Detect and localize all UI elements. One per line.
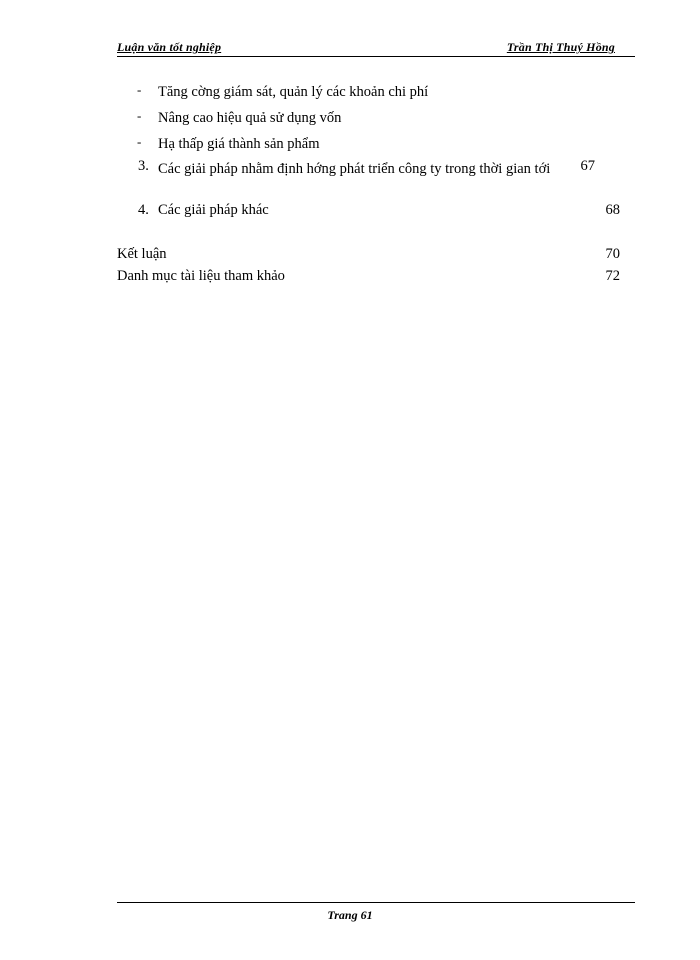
toc-item-row <box>117 158 620 202</box>
bullet-marker: - <box>137 82 142 97</box>
toc-bullet-row <box>117 110 620 130</box>
toc-bullet-row <box>117 136 620 156</box>
toc-item-text: Các giải pháp nhằm định hớng phát triển công ty trong thời gian tới <box>158 161 551 177</box>
toc-top-text: Danh mục tài liệu tham khảo <box>117 268 285 284</box>
toc-page-number: 70 <box>605 246 620 262</box>
bullet-marker: - <box>137 134 142 149</box>
header-author-name: Trần Thị Thuý Hồng <box>506 40 615 54</box>
toc-top-row <box>117 268 620 288</box>
toc-bullet-row <box>117 84 620 104</box>
toc-item-number: 3. <box>138 158 149 174</box>
footer-divider <box>117 902 635 903</box>
bullet-marker: - <box>137 108 142 123</box>
toc-page-number: 67 <box>580 158 595 174</box>
page-header <box>117 40 635 56</box>
toc-item-text: Các giải pháp khác <box>158 202 269 218</box>
toc-bullet-text: Tăng cờng giám sát, quản lý các khoản chi phí <box>158 84 429 100</box>
page-footer: Trang 61 <box>327 908 373 922</box>
toc-item-row <box>117 202 620 222</box>
toc-bullet-text: Hạ thấp giá thành sản phẩm <box>158 136 320 152</box>
toc-top-text: Kết luận <box>117 246 167 262</box>
toc-item-number: 4. <box>138 202 149 218</box>
header-thesis-title: Luận văn tốt nghiệp <box>117 40 222 54</box>
toc-page-number: 68 <box>605 202 620 218</box>
toc-top-row <box>117 246 620 266</box>
header-divider <box>117 56 635 57</box>
toc-bullet-text: Nâng cao hiệu quả sử dụng vốn <box>158 110 342 126</box>
toc-page-number: 72 <box>605 268 620 284</box>
